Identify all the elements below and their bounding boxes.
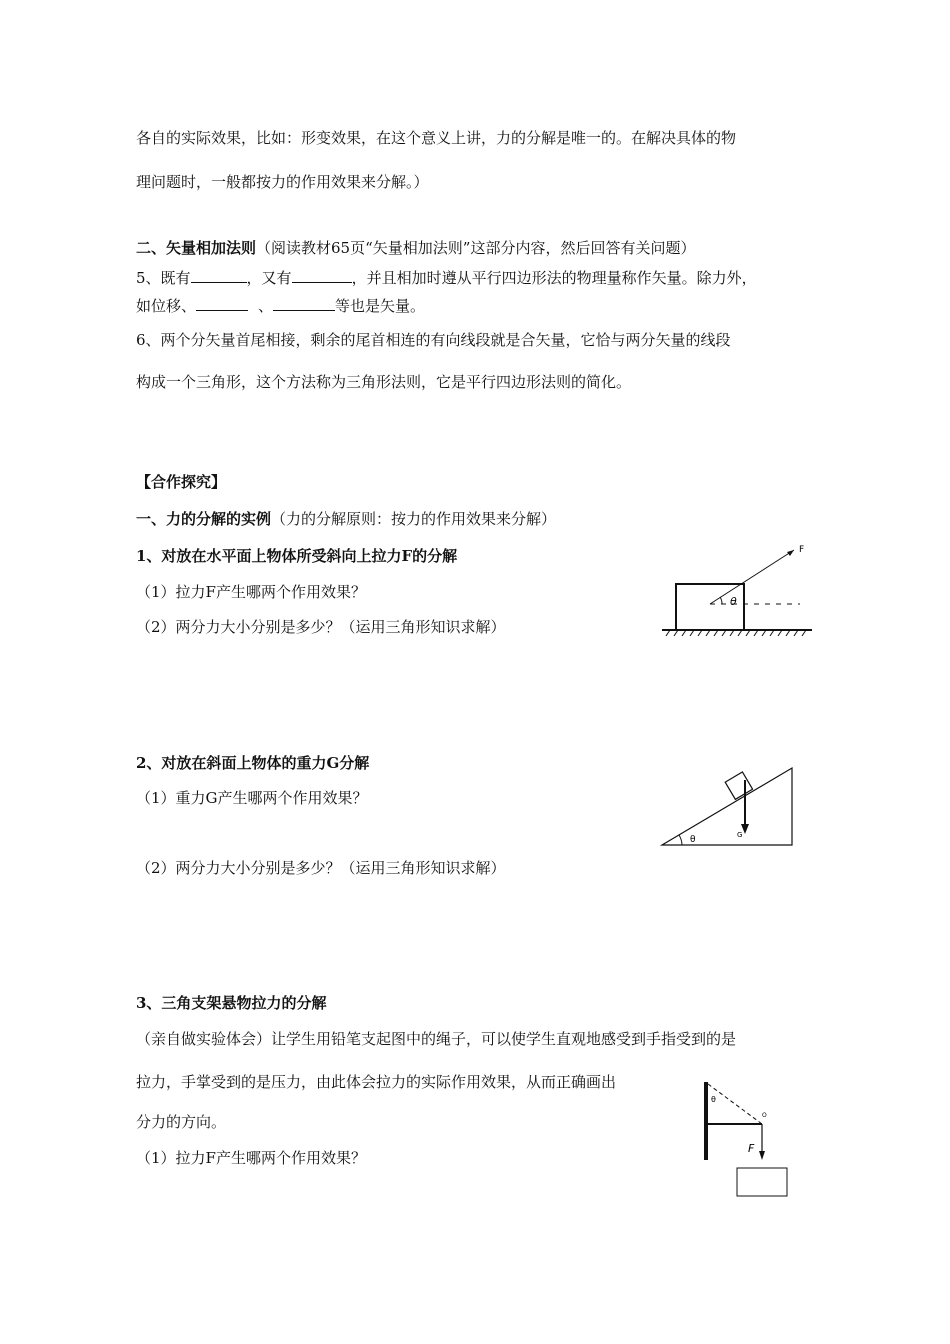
q5-text-e: 、: [258, 297, 274, 315]
section2-heading: 二、矢量相加法则: [136, 239, 257, 257]
sec1-heading-note: （力的分解原则：按力的作用效果来分解）: [271, 510, 557, 528]
intro-line-2: 理问题时，一般都按力的作用效果来分解。）: [136, 173, 429, 191]
q5-text-a: 5、既有: [136, 269, 191, 287]
ex2-figure: [660, 760, 800, 850]
q5-blank-4[interactable]: [273, 296, 335, 311]
ex3-line-3: 分力的方向。: [136, 1113, 227, 1131]
block-on-incline: [725, 772, 752, 799]
incline: [662, 768, 792, 845]
ex2-question-2: （2）两分力大小分别是多少？（运用三角形知识求解）: [136, 859, 506, 877]
ex3-figure: [700, 1078, 800, 1203]
intro-line-1: 各自的实际效果，比如：形变效果，在这个意义上讲，力的分解是唯一的。在解决具体的物: [136, 129, 737, 147]
hanging-box: [737, 1168, 787, 1196]
ex3-line-2: 拉力，手掌受到的是压力，由此体会拉力的实际作用效果，从而正确画出: [136, 1073, 617, 1091]
question-6-line-2: 构成一个三角形，这个方法称为三角形法则，它是平行四边形法则的简化。: [136, 373, 632, 391]
q5-text-d: 如位移、: [136, 297, 197, 315]
ex3-question-1: （1）拉力F产生哪两个作用效果？: [136, 1149, 366, 1167]
q5-blank-1[interactable]: [191, 268, 247, 283]
sec1-heading: 一、力的分解的实例: [136, 510, 272, 528]
point-label: O: [762, 1112, 767, 1119]
force-arrow-head: [759, 1151, 765, 1160]
question-5-line-1: [136, 268, 757, 288]
angle-arc: [679, 835, 682, 845]
ex3-line-1: （亲自做实验体会）让学生用铅笔支起图中的绳子，可以使学生直观地感受到手指受到的是: [136, 1030, 737, 1048]
question-6-line-1: 6、两个分矢量首尾相接，剩余的尾首相连的有向线段就是合矢量，它恰与两分矢量的线段: [136, 331, 731, 349]
ex1-question-2: （2）两分力大小分别是多少？（运用三角形知识求解）: [136, 618, 506, 636]
ex2-question-1: （1）重力G产生哪两个作用效果？: [136, 789, 368, 807]
ex3-title: 3、三角支架悬物拉力的分解: [136, 994, 327, 1012]
force-arrow-head: [787, 550, 794, 556]
coop-title: 【合作探究】: [136, 473, 227, 491]
question-5-line-2: [136, 296, 425, 316]
ex1-figure: [660, 540, 820, 640]
force-label: F: [748, 1142, 755, 1155]
angle-arc: [720, 597, 722, 604]
q5-text-b: ，又有: [246, 269, 292, 287]
angle-label: θ: [730, 595, 737, 608]
angle-label: θ: [690, 835, 696, 845]
rope: [708, 1084, 762, 1124]
ex1-question-1: （1）拉力F产生哪两个作用效果？: [136, 583, 366, 601]
ex2-title: 2、对放在斜面上物体的重力G分解: [136, 754, 370, 772]
q5-text-c: ，并且相加时遵从平行四边形法的物理量称作矢量。除力外，: [351, 269, 757, 287]
section2-heading-note: （阅读教材65页“矢量相加法则”这部分内容，然后回答有关问题）: [256, 239, 696, 257]
weight-label: G: [737, 831, 743, 839]
q5-text-f: 等也是矢量。: [335, 297, 426, 315]
q5-blank-2[interactable]: [292, 268, 352, 283]
sec1-heading-row: [136, 509, 556, 529]
section2-heading-row: [136, 238, 695, 258]
ex1-title: 1、对放在水平面上物体所受斜向上拉力F的分解: [136, 547, 458, 565]
q5-blank-3[interactable]: [196, 296, 248, 311]
force-label: F: [799, 545, 805, 555]
angle-label: θ: [711, 1095, 716, 1104]
force-line: [710, 550, 794, 604]
